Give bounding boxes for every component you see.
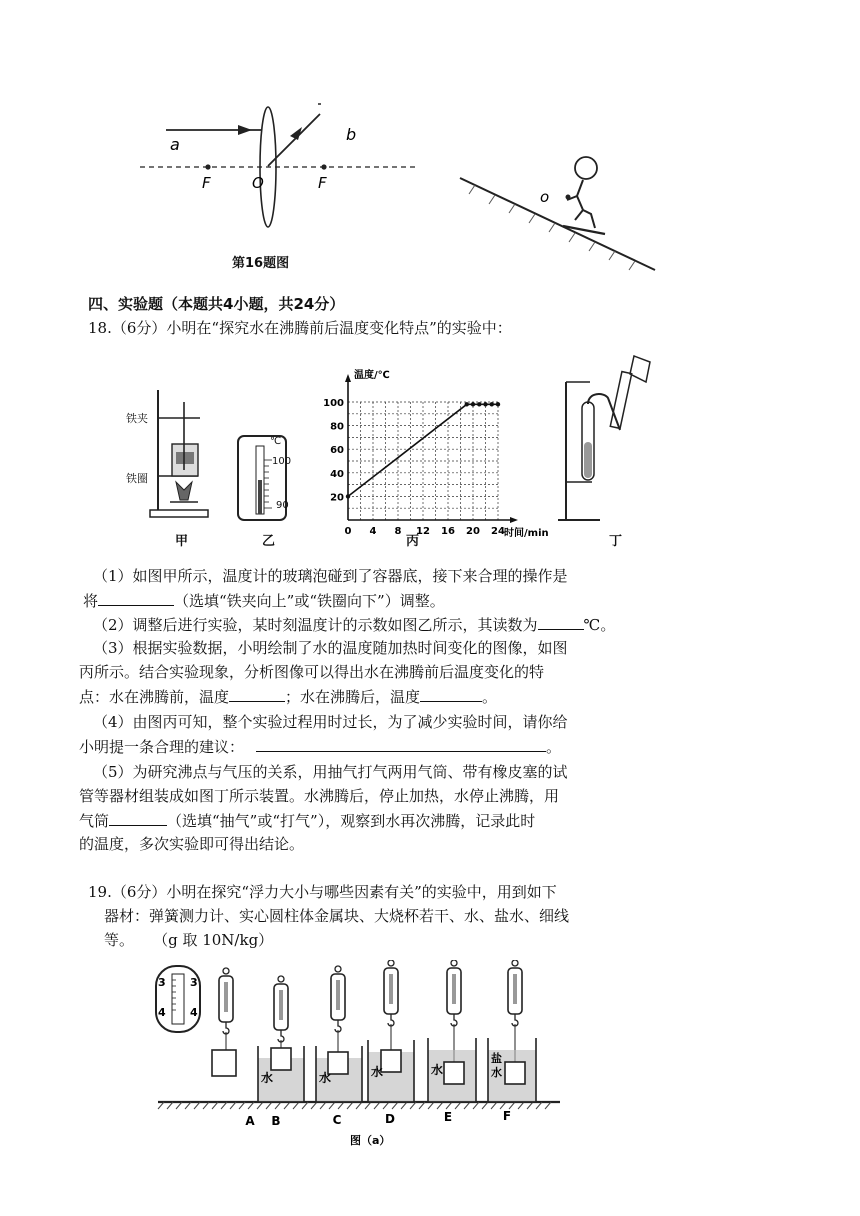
x-tick-label: 24 xyxy=(491,526,505,537)
x-tick-label: 0 xyxy=(344,526,352,537)
liquid-label-salt: 盐 xyxy=(491,1052,502,1065)
fig16-lens-diagram xyxy=(130,96,430,276)
fig-a-caption: 图（a） xyxy=(350,1134,391,1147)
q18-part5-line3: 气筒 （选填“抽气”或“打气”），观察到水再次沸腾，记录此时 xyxy=(79,808,535,833)
answer-blank-6[interactable] xyxy=(109,808,167,826)
scale-ring xyxy=(451,960,457,966)
liquid-label-water: 水 xyxy=(371,1065,384,1079)
x-tick-label: 8 xyxy=(394,526,402,537)
liquid-label-water: 水 xyxy=(319,1071,332,1085)
data-point xyxy=(483,402,487,406)
q19-line3: 等。 （g 取 10N/kg） xyxy=(104,931,274,949)
fig-a-buoyancy-apparatus xyxy=(150,960,570,1150)
y-axis-arrow xyxy=(345,374,351,382)
dial-left-bottom: 4 xyxy=(158,1006,166,1019)
answer-blank-3[interactable] xyxy=(229,684,285,702)
answer-blank-4[interactable] xyxy=(420,684,482,702)
answer-blank-2[interactable] xyxy=(538,612,584,630)
dial-right-top: 3 xyxy=(190,976,198,989)
q18-part3-line1: （3）根据实验数据，小明绘制了水的温度随加热时间变化的图像，如图 xyxy=(93,639,568,657)
dial-left-top: 3 xyxy=(158,976,166,989)
scale-spring xyxy=(336,980,340,1010)
fig-ding-apparatus xyxy=(556,352,666,524)
metal-block-A xyxy=(212,1050,236,1076)
fig-jia-caption: 甲 xyxy=(175,534,189,549)
liquid-label-salt-water: 水 xyxy=(491,1066,502,1079)
label-F: F xyxy=(502,1109,512,1123)
fig-jia-apparatus xyxy=(120,382,220,522)
label-E: E xyxy=(443,1110,453,1124)
skier-on-slope-diagram xyxy=(455,150,665,272)
x-tick-label: 12 xyxy=(416,526,430,537)
answer-blank-5[interactable] xyxy=(256,734,546,752)
x-tick-label: 20 xyxy=(466,526,480,537)
x-axis-label: 时间/min xyxy=(504,528,549,539)
y-tick-label: 80 xyxy=(330,421,344,433)
ray-b-label: b xyxy=(346,125,357,144)
scale-ring xyxy=(335,966,341,972)
data-point xyxy=(477,402,481,406)
y-tick-label: 40 xyxy=(330,468,344,480)
data-point xyxy=(465,402,469,406)
label-D: D xyxy=(385,1112,395,1126)
center-label: O xyxy=(252,174,264,192)
q18-part1-line2: 将 （选填“铁夹向上”或“铁圈向下”）调整。 xyxy=(83,588,445,613)
q18-part3-line3: 点：水在沸腾前，温度 ；水在沸腾后，温度 。 xyxy=(79,684,497,709)
scale-ring xyxy=(223,968,229,974)
data-point xyxy=(346,494,350,498)
q18-part4-line1: （4）由图丙可知，整个实验过程用时过长，为了减少实验时间，请你给 xyxy=(93,713,568,731)
skier-head xyxy=(575,157,597,179)
scale-ring xyxy=(278,976,284,982)
label-B: B xyxy=(271,1114,281,1128)
scale-spring xyxy=(224,982,228,1012)
x-tick-label: 4 xyxy=(369,526,377,537)
scale-ring xyxy=(388,960,394,966)
scale-spring xyxy=(279,990,283,1020)
y-tick-label: 20 xyxy=(330,492,344,504)
data-point xyxy=(496,402,500,406)
label-C: C xyxy=(332,1113,342,1127)
metal-block xyxy=(271,1048,291,1070)
data-point xyxy=(490,402,494,406)
dial-right-bottom: 4 xyxy=(190,1006,198,1019)
ring-label: 铁圈 xyxy=(126,472,148,485)
thermometer-tick-bottom: 90 xyxy=(276,500,289,511)
focus-left-label: F xyxy=(202,174,211,192)
fig16-caption: 第16题图 xyxy=(232,256,290,271)
thermometer-tick-top: 100 xyxy=(272,456,292,467)
x-tick-label: 16 xyxy=(441,526,455,537)
q18-part5-line1: （5）为研究沸点与气压的关系，用抽气打气两用气筒、带有橡皮塞的试 xyxy=(93,763,568,781)
scale-spring xyxy=(513,974,517,1004)
clamp-label: 铁夹 xyxy=(126,412,148,425)
q18-part5-line2: 管等器材组装成如图丁所示装置。水沸腾后，停止加热，水停止沸腾，用 xyxy=(79,787,560,805)
q18-part2: （2）调整后进行实验，某时刻温度计的示数如图乙所示，其读数为 ℃。 xyxy=(93,612,615,637)
q18-stem: 18.（6分）小明在“探究水在沸腾前后温度变化特点”的实验中： xyxy=(88,319,512,337)
liquid-label-water: 水 xyxy=(431,1063,444,1077)
focus-right-dot xyxy=(321,164,326,169)
focus-right-label: F xyxy=(318,174,327,192)
q19-line1: 19.（6分）小明在探究“浮力大小与哪些因素有关”的实验中，用到如下 xyxy=(88,883,557,901)
label-A: A xyxy=(245,1114,255,1128)
fig-bing-caption: 丙 xyxy=(406,534,420,549)
y-tick-label: 60 xyxy=(330,445,344,457)
scale-spring xyxy=(452,974,456,1004)
fig-ding-caption: 丁 xyxy=(609,534,623,549)
x-axis-arrow xyxy=(510,517,518,523)
scale-ring xyxy=(512,960,518,966)
data-point xyxy=(471,402,475,406)
q18-part1-line1: （1）如图甲所示，温度计的玻璃泡碰到了容器底，接下来合理的操作是 xyxy=(93,567,568,585)
metal-block xyxy=(505,1062,525,1084)
answer-blank-1[interactable] xyxy=(98,588,174,606)
q18-part3-line2: 丙所示。结合实验现象，分析图像可以得出水在沸腾前后温度变化的特 xyxy=(79,663,545,681)
scale-spring xyxy=(389,974,393,1004)
skier-point-label: o xyxy=(540,188,550,206)
focus-left-dot xyxy=(205,164,210,169)
ray-a-label: a xyxy=(170,135,180,154)
y-tick-label: 100 xyxy=(323,398,344,409)
q19-line2: 器材：弹簧测力计、实心圆柱体金属块、大烧杯若干、水、盐水、细线 xyxy=(104,907,570,925)
q18-part4-line2: 小明提一条合理的建议： 。 xyxy=(79,734,561,759)
metal-block xyxy=(444,1062,464,1084)
fig-bing-temperature-chart xyxy=(322,364,562,544)
section-heading: 四、实验题（本题共4小题，共24分） xyxy=(88,295,345,313)
fig-yi-caption: 乙 xyxy=(262,534,276,549)
q18-part5-line4: 的温度，多次实验即可得出结论。 xyxy=(79,835,305,853)
metal-block xyxy=(381,1050,401,1072)
thermometer-unit: ℃ xyxy=(270,436,282,447)
liquid-label-water: 水 xyxy=(261,1071,274,1085)
y-axis-label: 温度/℃ xyxy=(354,370,390,381)
